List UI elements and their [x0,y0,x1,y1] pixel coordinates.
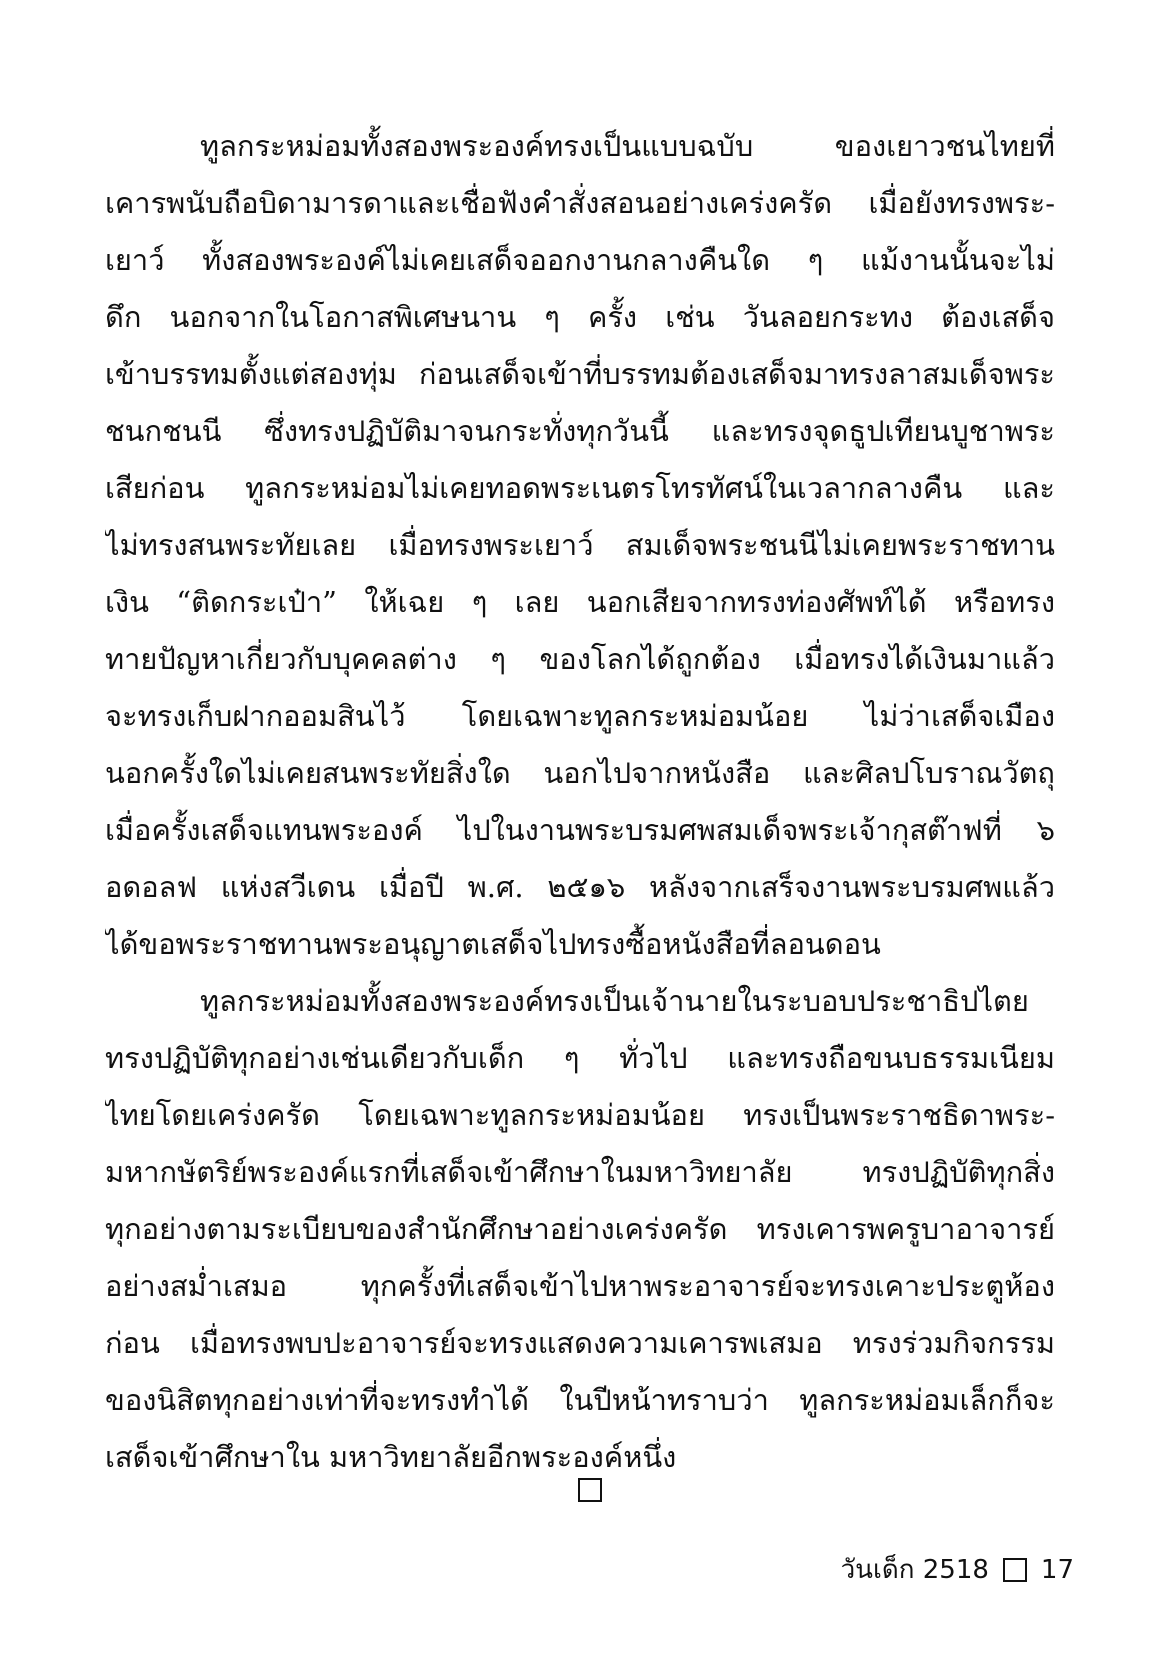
text-line: จะทรงเก็บฝากออมสินไว้ โดยเฉพาะทูลกระหม่อมน้อย ไม่ว่าเสด็จเมือง [105,699,1055,733]
text-line: มหากษัตริย์พระองค์แรกที่เสด็จเข้าศึกษาในมหาวิทยาลัย ทรงปฏิบัติทุกสิ่ง [105,1155,1055,1189]
text-line: อย่างสม่ำเสมอ ทุกครั้งที่เสด็จเข้าไปหาพระอาจารย์จะทรงเคาะประตูห้อง [105,1269,1055,1303]
text-line: ไทยโดยเคร่งครัด โดยเฉพาะทูลกระหม่อมน้อย ทรงเป็นพระราชธิดาพระ- [105,1098,1055,1132]
text-line: ทูลกระหม่อมทั้งสองพระองค์ทรงเป็นเจ้านายในระบอบประชาธิปไตย [200,984,1029,1018]
text-line: ดึก นอกจากในโอกาสพิเศษนาน ๆ ครั้ง เช่น วันลอยกระทง ต้องเสด็จ [105,300,1055,334]
footer-title: วันเด็ก 2518 [840,1555,989,1585]
text-line: ได้ขอพระราชทานพระอนุญาตเสด็จไปทรงซื้อหนังสือที่ลอนดอน [105,927,881,961]
text-line: นอกครั้งใดไม่เคยสนพระทัยสิ่งใด นอกไปจากหนังสือ และศิลปโบราณวัตถุ [105,756,1055,790]
text-line: อดอลฟ แห่งสวีเดน เมื่อปี พ.ศ. ๒๕๑๖ หลังจากเสร็จงานพระบรมศพแล้ว [105,870,1055,904]
text-line: เงิน “ติดกระเป๋า” ให้เฉย ๆ เลย นอกเสียจากทรงท่องศัพท์ได้ หรือทรง [105,585,1055,619]
body-text [105,118,1055,1486]
section-end-box-icon [578,1478,602,1502]
text-line: ทรงปฏิบัติทุกอย่างเช่นเดียวกับเด็ก ๆ ทั่วไป และทรงถือขนบธรรมเนียม [105,1041,1055,1075]
text-line: ไม่ทรงสนพระทัยเลย เมื่อทรงพระเยาว์ สมเด็จพระชนนีไม่เคยพระราชทาน [105,528,1055,562]
text-line: เสด็จเข้าศึกษาใน มหาวิทยาลัยอีกพระองค์หนึ่ง [105,1440,677,1474]
paragraph-1 [105,118,1055,973]
paragraph-2 [105,973,1055,1486]
footer-box-icon [1003,1558,1027,1582]
text-line: ทูลกระหม่อมทั้งสองพระองค์ทรงเป็นแบบฉบับ ของเยาวชนไทยที่ [200,129,1055,163]
text-line: เข้าบรรทมตั้งแต่สองทุ่ม ก่อนเสด็จเข้าที่บรรทมต้องเสด็จมาทรงลาสมเด็จพระ [105,357,1055,391]
page-footer [841,1550,1074,1590]
text-line: เสียก่อน ทูลกระหม่อมไม่เคยทอดพระเนตรโทรทัศน์ในเวลากลางคืน และ [105,471,1055,505]
text-line: ของนิสิตทุกอย่างเท่าที่จะทรงทำได้ ในปีหน้าทราบว่า ทูลกระหม่อมเล็กก็จะ [105,1383,1055,1417]
text-line: เคารพนับถือบิดามารดาและเชื่อฟังคำสั่งสอนอย่างเคร่งครัด เมื่อยังทรงพระ- [105,186,1055,220]
text-line: เมื่อครั้งเสด็จแทนพระองค์ ไปในงานพระบรมศพสมเด็จพระเจ้ากุสต๊าฟที่ ๖ [105,813,1055,847]
text-line: ก่อน เมื่อทรงพบปะอาจารย์จะทรงแสดงความเคารพเสมอ ทรงร่วมกิจกรรม [105,1326,1055,1360]
page-number: 17 [1040,1555,1074,1585]
text-line: ทุกอย่างตามระเบียบของสำนักศึกษาอย่างเคร่งครัด ทรงเคารพครูบาอาจารย์ [105,1212,1055,1246]
text-line: ทายปัญหาเกี่ยวกับบุคคลต่าง ๆ ของโลกได้ถูกต้อง เมื่อทรงได้เงินมาแล้ว [105,642,1055,676]
text-line: ชนกชนนี ซึ่งทรงปฏิบัติมาจนกระทั่งทุกวันนี้ และทรงจุดธูปเทียนบูชาพระ [105,414,1055,448]
text-line: เยาว์ ทั้งสองพระองค์ไม่เคยเสด็จออกงานกลางคืนใด ๆ แม้งานนั้นจะไม่ [105,243,1055,277]
